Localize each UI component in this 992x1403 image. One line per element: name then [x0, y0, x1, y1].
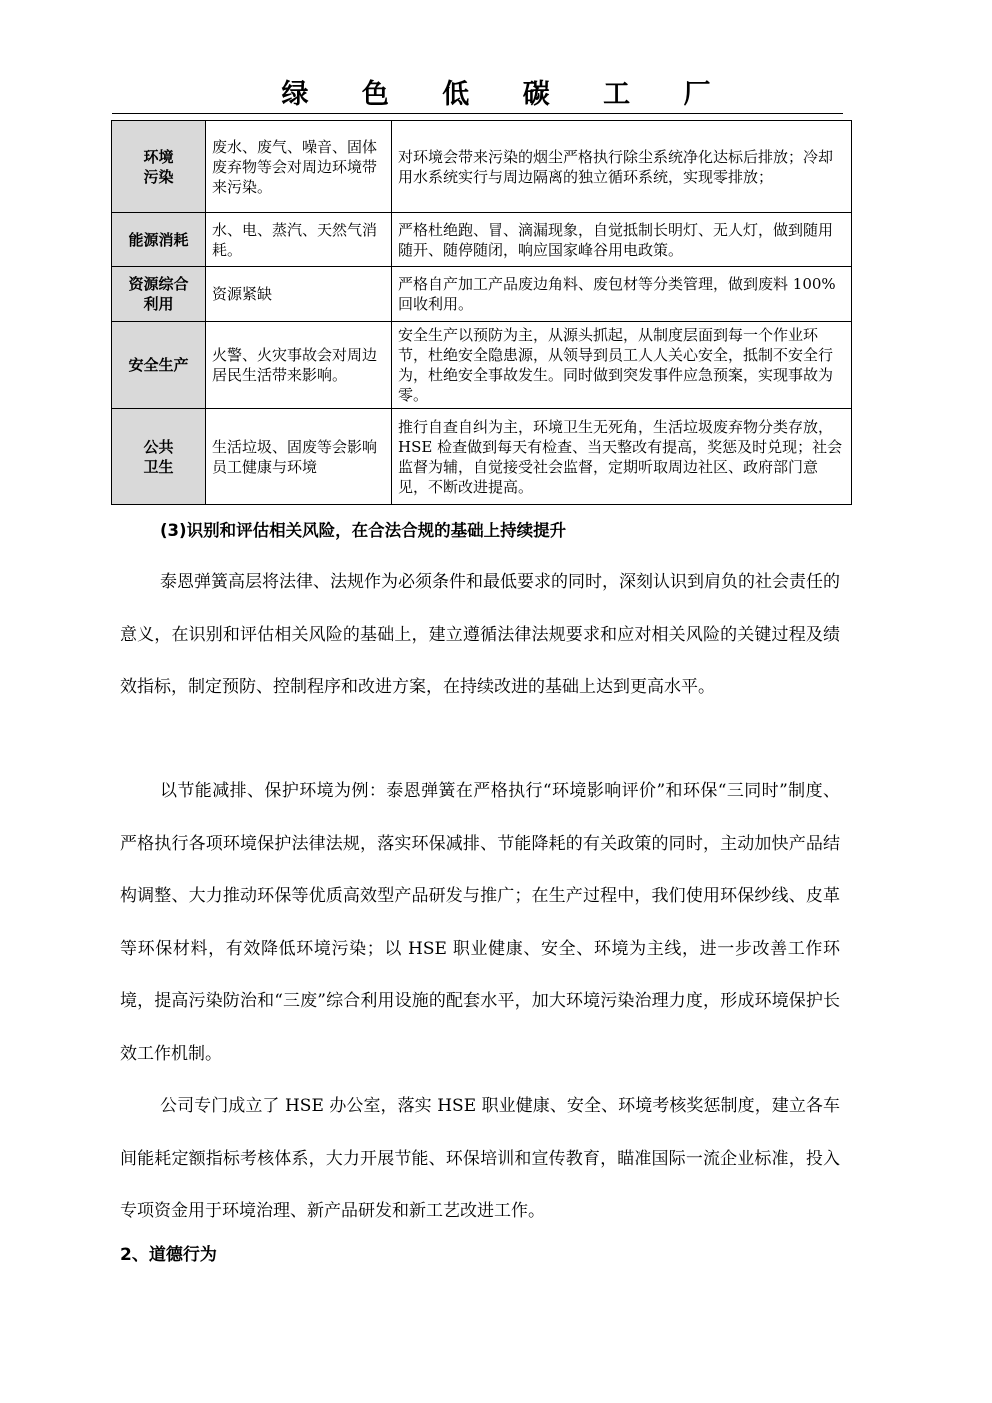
row-category: 公共 卫生: [112, 409, 206, 505]
row-impact: 生活垃圾、固废等会影响员工健康与环境: [206, 409, 392, 505]
row-measure: 推行自查自纠为主，环境卫生无死角，生活垃圾废弃物分类存放，HSE 检查做到每天有检查、当天整改有提高，奖惩及时兑现；社会监督为辅，自觉接受社会监督，定期听取周边社区、政府部门意见，不断改进提高。: [392, 409, 852, 505]
row-measure: 严格杜绝跑、冒、滴漏现象，自觉抵制长明灯、无人灯，做到随用随开、随停随闭，响应国家峰谷用电政策。: [392, 213, 852, 267]
table-row: [112, 267, 852, 322]
paragraph: 泰恩弹簧高层将法律、法规作为必须条件和最低要求的同时，深刻认识到肩负的社会责任的意义，在识别和评估相关风险的基础上，建立遵循法律法规要求和应对相关风险的关键过程及绩效指标，制定预防、控制程序和改进方案，在持续改进的基础上达到更高水平。: [120, 572, 840, 697]
table-row: [112, 409, 852, 505]
header-divider: [112, 113, 843, 114]
section-heading-ethics: 2、道德行为: [120, 1245, 217, 1265]
row-impact: 资源紧缺: [206, 267, 392, 322]
row-category: 能源消耗: [112, 213, 206, 267]
row-category: 环境 污染: [112, 121, 206, 213]
table-row: [112, 121, 852, 213]
row-impact: 水、电、蒸汽、天然气消耗。: [206, 213, 392, 267]
row-category: 资源综合 利用: [112, 267, 206, 322]
section-heading-risk: (3)识别和评估相关风险，在合法合规的基础上持续提升: [160, 521, 567, 540]
row-measure: 对环境会带来污染的烟尘严格执行除尘系统净化达标后排放；冷却用水系统实行与周边隔离的独立循环系统，实现零排放；: [392, 121, 852, 213]
row-impact: 废水、废气、噪音、固体废弃物等会对周边环境带来污染。: [206, 121, 392, 213]
table-row: [112, 322, 852, 409]
table-row: [112, 213, 852, 267]
row-impact: 火警、火灾事故会对周边居民生活带来影响。: [206, 322, 392, 409]
row-category: 安全生产: [112, 322, 206, 409]
row-measure: 严格自产加工产品废边角料、废包材等分类管理，做到废料 100%回收利用。: [392, 267, 852, 322]
paragraph: 公司专门成立了 HSE 办公室，落实 HSE 职业健康、安全、环境考核奖惩制度，建立各车间能耗定额指标考核体系，大力开展节能、环保培训和宣传教育，瞄准国际一流企业标准，投入专项资金用于环境治理、新产品研发和新工艺改进工作。: [120, 1096, 840, 1221]
row-measure: 安全生产以预防为主，从源头抓起，从制度层面到每一个作业环节，杜绝安全隐患源，从领导到员工人人关心安全，抵制不安全行为，杜绝安全事故发生。同时做到突发事件应急预案，实现事故为零。: [392, 322, 852, 409]
environment-risk-table: [111, 120, 852, 505]
page-title: 绿 色 低 碳 工 厂: [281, 79, 733, 110]
paragraph: 以节能减排、保护环境为例：泰恩弹簧在严格执行“环境影响评价”和环保“三同时”制度、严格执行各项环境保护法律法规，落实环保减排、节能降耗的有关政策的同时，主动加快产品结构调整、大力推动环保等优质高效型产品研发与推广；在生产过程中，我们使用环保纱线、皮革等环保材料，有效降低环境污染；以 HSE 职业健康、安全、环境为主线，进一步改善工作环境，提高污染防治和“三废”综合利用设施的配套水平，加大环境污染治理力度，形成环境保护长效工作机制。: [120, 781, 840, 1064]
